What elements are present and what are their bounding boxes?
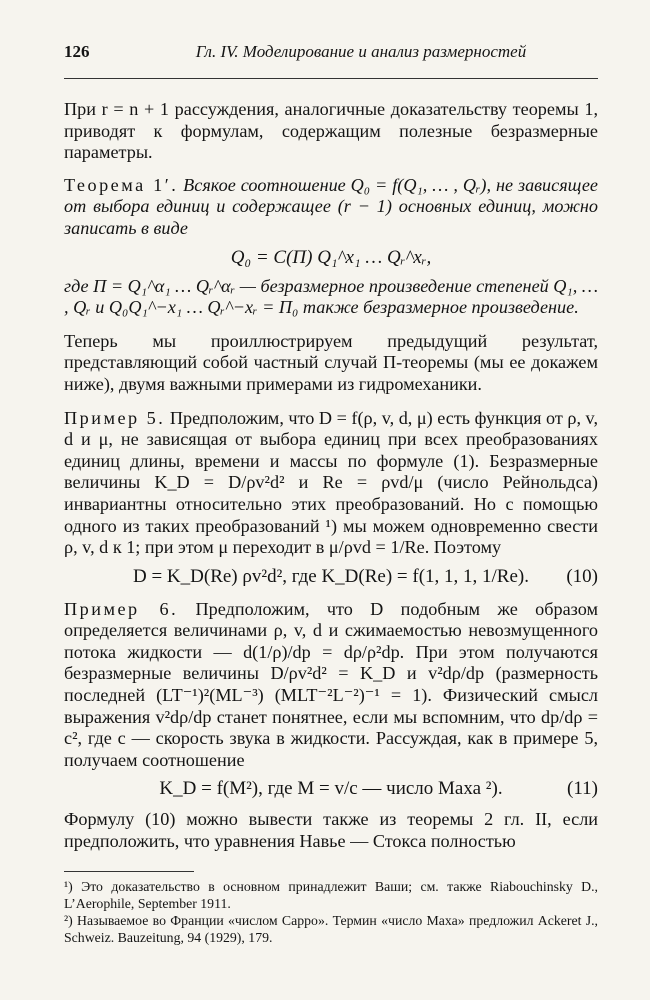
footnote-2: ²) Называемое во Франции «числом Сарро». Термин «число Маха» предложил Ackeret J., Schweiz. Bauzeitung, 94 (1929), 179. <box>64 912 598 945</box>
page-number: 126 <box>64 42 90 61</box>
footnote-1: ¹) Это доказательство в основном принадлежит Ваши; см. также Riabouchinsky D., L’Aerophile, September 1911. <box>64 878 598 911</box>
theorem-text: Всякое соотношение Q₀ = f(Q₁, … , Qᵣ), не зависящее от выбора единиц и содержащее (r − 1) основных единиц, можно записать в виде <box>64 174 599 238</box>
formula-theorem: Q₀ = C(Π) Q₁^x₁ … Qᵣ^xᵣ, <box>230 246 432 268</box>
paragraph-illustration: Теперь мы проиллюстрируем предыдущий результат, представляющий собой частный случай П-теоремы (мы ее докажем ниже), двумя важными примерами из гидромеханики. <box>64 330 598 394</box>
formula-10 <box>64 559 598 595</box>
example6-label: Пример 6. <box>64 598 179 619</box>
example5-text: Предположим, что D = f(ρ, v, d, μ) есть функция от ρ, v, d и μ, не зависящая от выбора единиц при всех преобразованиях единиц длины, времени и массы по формуле (1). Безразмерные величины K_D = D/ρv²d² и Re = ρvd/μ (число Рейнольдса) инвариантны относительно этих преобразований. Но с помощью одного из таких преобразований ¹) мы можем одновременно свести ρ, v, d к 1; при этом μ переходит в μ/ρvd = 1/Re. Поэтому <box>64 407 599 558</box>
formula-11-body: K_D = f(M²), где M = v/c — число Маха ²). <box>159 778 503 800</box>
theorem-paragraph <box>64 175 598 240</box>
paragraph-intro: При r = n + 1 рассуждения, аналогичные доказательству теоремы 1, приводят к формулам, содержащим полезные безразмерные параметры. <box>64 99 598 163</box>
where-paragraph: где Π = Q₁^α₁ … Qᵣ^αᵣ — безразмерное произведение степеней Q₁, … , Qᵣ и Q₀Q₁^−x₁ … Qᵣ^−xᵣ = Π₀ также безразмерное произведение. <box>64 275 599 318</box>
example6-paragraph <box>64 599 598 772</box>
paragraph-navier-stokes: Формулу (10) можно вывести также из теоремы 2 гл. II, если предположить, что уравнения Навье — Стокса полностью <box>64 809 598 852</box>
theorem-label: Теорема 1′. <box>64 174 179 195</box>
equation-number-10: (10) <box>566 565 598 587</box>
running-title: Гл. IV. Моделирование и анализ размерностей <box>195 42 527 61</box>
formula-11 <box>64 771 598 807</box>
example5-paragraph <box>64 408 598 559</box>
equation-number-11: (11) <box>567 778 598 800</box>
example5-label: Пример 5. <box>64 407 166 428</box>
page-header <box>64 42 598 79</box>
example6-text: Предположим, что D подобным же образом определяется величинами ρ, v, d и сжимаемостью невозмущенного потока жидкости — d(1/ρ)/dp = dρ/ρ²dp. При этом получаются безразмерные величины D/ρv²d² = K_D и v²dρ/dp (размерность последней (LT⁻¹)²(ML⁻³) (MLT⁻²L⁻²)⁻¹ = 1). Физический смысл выражения v²dρ/dp станет понятнее, если мы вспомним, что dp/dρ = c², где c — скорость звука в жидкости. Рассуждая, как в примере 5, получаем соотношение <box>64 598 599 770</box>
formula-10-body: D = K_D(Re) ρv²d², где K_D(Re) = f(1, 1, 1, 1/Re). <box>133 565 529 587</box>
